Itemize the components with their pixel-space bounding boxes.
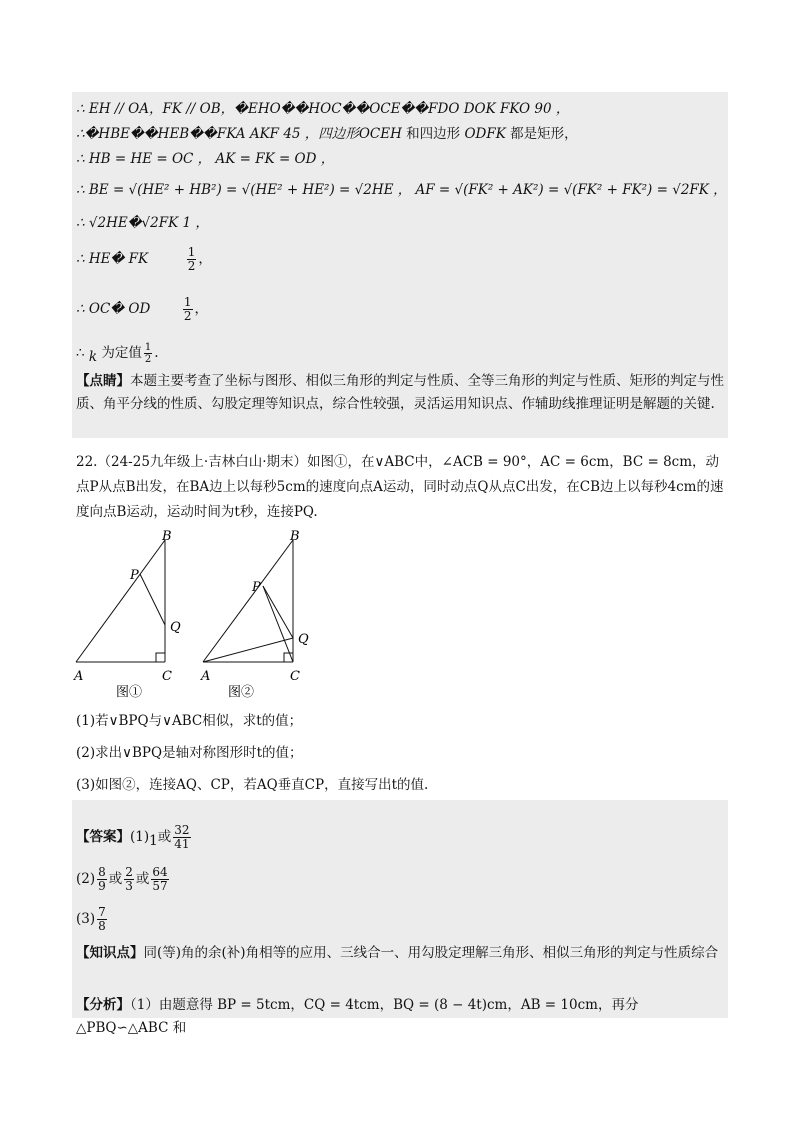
- answer-2-fraction-3: [151, 866, 168, 893]
- answer-3-fraction: [97, 906, 107, 933]
- label-P: P: [252, 580, 261, 595]
- answer-line-1: [76, 824, 193, 851]
- line-2-text-a: ∴�HBE��HEB��FKA AKF 45 ，四边形: [76, 126, 359, 142]
- variable-k: k: [88, 349, 98, 365]
- fraction-denominator: 9: [98, 879, 106, 893]
- fraction-half: [187, 246, 197, 273]
- period: .: [154, 345, 159, 361]
- question-2-text: (2)求出∨BPQ是轴对称图形时t的值；: [76, 745, 303, 761]
- fraction-numerator: 2: [125, 865, 133, 879]
- segment-CP: [263, 586, 293, 662]
- fraction-numerator: 1: [183, 295, 192, 309]
- question-1-text: (1)若∨BPQ与∨ABC相似，求t的值；: [76, 713, 303, 729]
- fraction-numerator: 32: [174, 823, 190, 837]
- line-5-text: ∴ √2HE�√2FK 1 ，: [76, 215, 209, 231]
- line-2-text-d: ODFK: [464, 126, 506, 142]
- fraction-numerator: 7: [98, 905, 106, 919]
- analysis-text: （1）由题意得 BP = 5tcm，CQ = 4tcm，BQ = (8 − 4t)cm，AB = 10cm，再分△PBQ∽△ABC 和: [76, 997, 639, 1036]
- solution-line-3: [76, 150, 334, 168]
- answer-label: 【答案】: [76, 829, 130, 845]
- solution-line-6: [76, 246, 212, 273]
- fraction-denominator: 3: [125, 879, 133, 893]
- segment-AB: [76, 540, 165, 662]
- answer-2-fraction-1: [97, 866, 107, 893]
- right-angle-mark: [156, 653, 165, 662]
- problem-source: （24-25九年级上·吉林白山·期末）: [97, 454, 307, 470]
- figure-2-svg: [200, 528, 320, 700]
- answer-2-prefix: (2): [76, 871, 96, 887]
- fraction-numerator: 1: [187, 245, 196, 259]
- question-1: [76, 712, 302, 730]
- line-3-text: ∴ HB = HE = OC ， AK = FK = OD ，: [76, 151, 335, 167]
- answer-1-value: 1: [149, 833, 158, 849]
- problem-stem-text: 如图①，在∨ABC中，∠ACB = 90°，AC = 6cm，BC = 8cm，动点P从点B出发，在BA边上以每秒5cm的速度向点A运动，同时动点Q从点C出发，在CB边上以每秒4cm的速度向点B运动，运动时间为t秒，连接PQ.: [76, 454, 724, 520]
- line-6-text: ∴ HE� FK: [76, 251, 149, 267]
- comment-label: 【点睛】: [76, 373, 130, 389]
- knowledge-text: 同(等)角的余(补)角相等的应用、三线合一、用勾股定理解三角形、相似三角形的判定与性质综合: [143, 945, 719, 961]
- label-C: C: [290, 669, 300, 684]
- fraction-half: [144, 342, 152, 365]
- answer-1-or: 或: [157, 829, 172, 845]
- answer-1-fraction: [173, 824, 190, 851]
- answer-2-or-2: 或: [135, 871, 150, 887]
- fraction-numerator: 1: [144, 342, 152, 353]
- label-B: B: [162, 529, 172, 544]
- figure-1-caption: 图①: [116, 685, 143, 700]
- label-Q: Q: [170, 620, 181, 635]
- analysis-label: 【分析】: [76, 997, 130, 1013]
- fraction-half: [183, 296, 193, 323]
- fraction-denominator: 57: [152, 879, 168, 893]
- figure-2: [200, 528, 320, 700]
- label-P: P: [130, 568, 139, 583]
- knowledge-label: 【知识点】: [76, 945, 144, 961]
- problem-number: 22.: [76, 454, 98, 470]
- solution-line-1: [76, 100, 569, 118]
- segment-AQ: [203, 638, 293, 662]
- fraction-denominator: 41: [174, 837, 190, 851]
- comment-text: 本题主要考查了坐标与图形、相似三角形的判定与性质、全等三角形的判定与性质、矩形的判定与性质、角平分线的性质、勾股定理等知识点，综合性较强，灵活运用知识点、作辅助线推理证明是解题的关键.: [76, 373, 724, 412]
- answer-2-fraction-2: [124, 866, 134, 893]
- question-2: [76, 744, 303, 762]
- figure-2-caption: 图②: [228, 685, 255, 700]
- label-Q: Q: [298, 632, 309, 647]
- solution-line-8: [76, 342, 159, 365]
- problem-stem: [76, 450, 726, 525]
- figure-1: [72, 528, 192, 700]
- segment-AB: [203, 540, 293, 662]
- fraction-denominator: 2: [187, 259, 196, 273]
- fraction-denominator: 2: [183, 309, 192, 323]
- answer-3-prefix: (3): [76, 911, 96, 927]
- answer-line-2: [76, 866, 171, 893]
- line-8-text: 为定值: [97, 345, 142, 361]
- fraction-denominator: 2: [144, 354, 152, 365]
- line-8-prefix: ∴: [76, 345, 89, 361]
- answer-1-prefix: (1): [130, 829, 150, 845]
- comma: ，: [198, 251, 212, 267]
- fraction-numerator: 64: [152, 865, 168, 879]
- comment-paragraph: [76, 370, 726, 416]
- line-2-text-b: OCEH: [358, 126, 402, 142]
- question-3: [76, 776, 428, 794]
- question-3-text: (3)如图②，连接AQ、CP，若AQ垂直CP，直接写出t的值.: [76, 777, 429, 793]
- knowledge-paragraph: [76, 940, 726, 966]
- analysis-paragraph: [76, 994, 726, 1040]
- label-C: C: [162, 669, 172, 684]
- figure-1-svg: [72, 528, 192, 700]
- solution-line-7: [76, 296, 208, 323]
- fraction-numerator: 8: [98, 865, 106, 879]
- line-1-text: ∴ EH // OA，FK // OB，�EHO��HOC��OCE��FDO DOK FKO 90 ，: [76, 101, 570, 117]
- label-A: A: [74, 669, 84, 684]
- line-2-text-c: 和四边形: [401, 126, 465, 142]
- fraction-denominator: 8: [98, 919, 106, 933]
- solution-line-4: [76, 181, 727, 199]
- line-4-text: ∴ BE = √(HE² + HB²) = √(HE² + HE²) = √2HE ， AF = √(FK² + AK²) = √(FK² + FK²) = √2FK ，: [76, 182, 727, 198]
- comma: ，: [194, 301, 209, 317]
- line-7-text: ∴ OC� OD: [76, 301, 151, 317]
- segment-PQ: [140, 574, 165, 625]
- solution-line-2: [76, 125, 578, 143]
- solution-line-5: [76, 214, 209, 232]
- segment-PQ: [263, 586, 293, 638]
- label-A: A: [201, 669, 211, 684]
- label-B: B: [290, 529, 300, 544]
- answer-line-3: [76, 906, 109, 933]
- line-2-text-e: 都是矩形，: [505, 126, 578, 142]
- answer-2-or-1: 或: [108, 871, 123, 887]
